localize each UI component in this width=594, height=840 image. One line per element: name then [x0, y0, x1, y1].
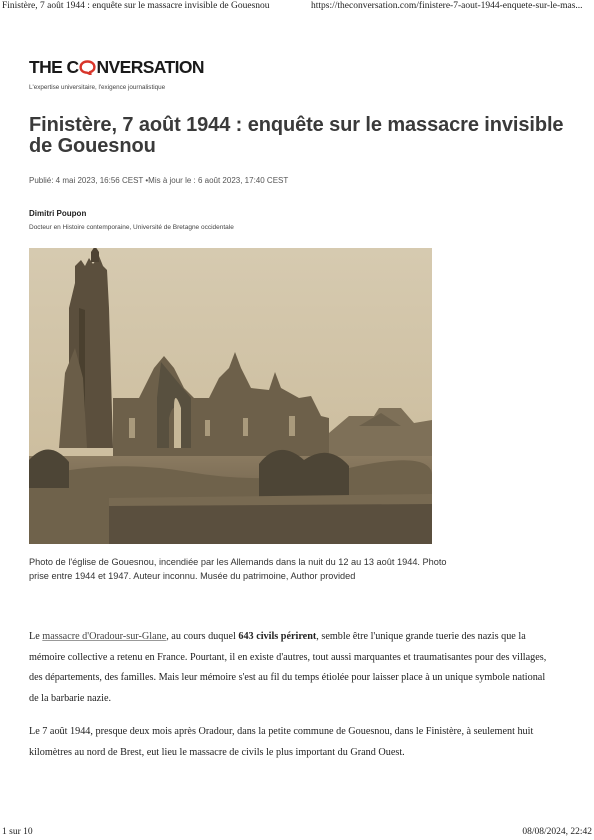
print-footer [0, 826, 594, 840]
publication-dates: Publié: 4 mai 2023, 16:56 CEST •Mis à jour le : 6 août 2023, 17:40 CEST [29, 176, 289, 185]
photo-caption: Photo de l'église de Gouesnou, incendiée par les Allemands dans la nuit du 12 au 13 août 1944. Photo prise entre 1944 et 1947. Auteur inconnu. Musée du patrimoine, Author provided [29, 557, 447, 582]
print-page-number: 1 sur 10 [2, 827, 33, 837]
paragraph-bold-text: 643 civils périrent [238, 631, 317, 642]
paragraph-text: , semble être l'unique grande tuerie des nazis que la mémoire collective a retenu en France. Pourtant, il en existe d'autres, tout aussi marquantes et traumatisantes pour des villages, des départements, des familles. Mais leur mémoire s'est au fil du temps étiolée pour laisser place à un unique symbole national de la barbarie nazie. [29, 631, 547, 704]
print-url: https://theconversation.com/finistere-7-aout-1944-enquete-sur-le-mas... [311, 1, 583, 11]
paragraph-text: , au cours duquel [166, 631, 239, 642]
paragraph-text: Le [29, 631, 43, 642]
author-role: Docteur en Histoire contemporaine, Université de Bretagne occidentale [29, 224, 234, 231]
print-datetime: 08/08/2024, 22:42 [522, 827, 592, 837]
church-ruins-illustration [29, 248, 432, 544]
article-paragraph: Le 7 août 1944, presque deux mois après Oradour, dans la petite commune de Gouesnou, dans le Finistère, à seulement huit kilomètres au nord de Brest, eut lieu le massacre de civils le plus important du Grand Ouest. [29, 726, 534, 758]
article-photo [29, 248, 432, 544]
print-header [0, 0, 594, 14]
article-paragraph [29, 627, 549, 709]
logo-text-start: THE C [29, 56, 79, 77]
speech-bubble-icon [79, 60, 96, 75]
author-name[interactable]: Dimitri Poupon [29, 209, 87, 218]
oradour-link[interactable]: massacre d'Oradour-sur-Glane [42, 631, 167, 642]
print-page-title: Finistère, 7 août 1944 : enquête sur le massacre invisible de Gouesnou [2, 1, 270, 11]
site-tagline: L'expertise universitaire, l'exigence journalistique [29, 84, 166, 91]
article-title: Finistère, 7 août 1944 : enquête sur le massacre invisible de Gouesnou [29, 114, 564, 157]
logo-text-end: NVERSATION [96, 56, 204, 77]
site-logo[interactable] [29, 56, 204, 78]
